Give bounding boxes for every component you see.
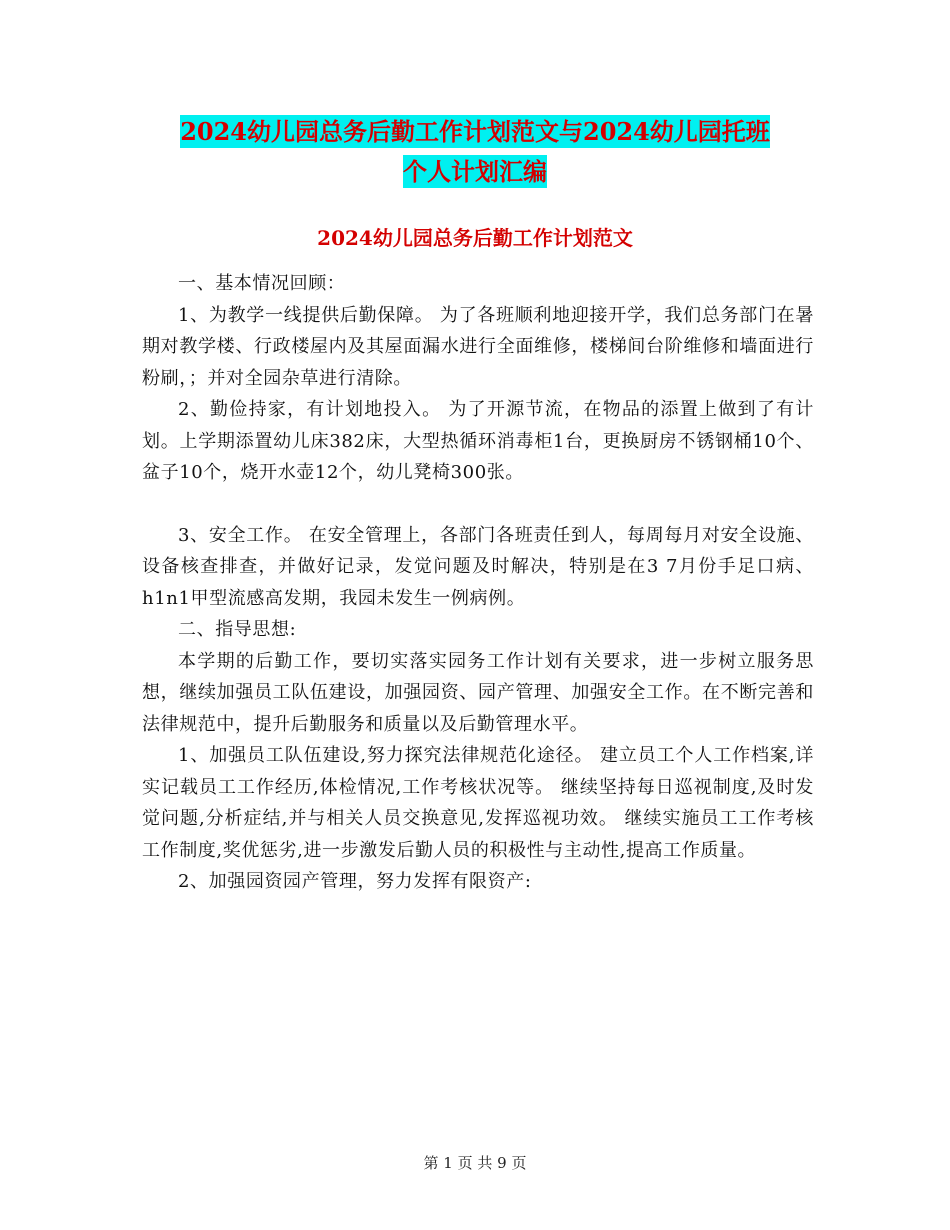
paragraph-staff-building: 1、加强员工队伍建设,努力探究法律规范化途径。 建立员工个人工作档案,详实记载员工工作经历,体检情况,工作考核状况等。 继续坚持每日巡视制度,及时发觉问题,分析症结,并与相关人员交换意见,发挥巡视功效。 继续实施员工工作考核工作制度,奖优惩劣,进一步激发后勤人员的积极性与主动性,提高工作质量。: [142, 745, 814, 861]
paragraph-safety: 3、安全工作。 在安全管理上，各部门各班责任到人，每周每月对安全设施、设备核查排查，并做好记录，发觉问题及时解决，特别是在3 7月份手足口病、h1n1甲型流感高发期，我园未发生一例病例。: [142, 524, 814, 609]
paragraph-guiding-thought: 本学期的后勤工作，要切实落实园务工作计划有关要求，进一步树立服务思想，继续加强员工队伍建设，加强园资、园产管理、加强安全工作。在不断完善和法律规范中，提升后勤服务和质量以及后勤管理水平。: [142, 650, 814, 735]
page-number-footer: 第 1 页 共 9 页: [423, 1154, 527, 1172]
document-title-line-1: 2024幼儿园总务后勤工作计划范文与2024幼儿园托班: [180, 117, 770, 146]
section-title: 2024幼儿园总务后勤工作计划范文: [317, 226, 633, 250]
paragraph-logistics-support: 1、为教学一线提供后勤保障。 为了各班顺利地迎接开学，我们总务部门在暑期对教学楼、行政楼屋内及其屋面漏水进行全面维修，楼梯间台阶维修和墙面进行粉刷，；并对全园杂草进行清除。: [142, 304, 814, 389]
paragraph-asset-management: 2、加强园资园产管理，努力发挥有限资产:: [178, 871, 532, 892]
document-body: [142, 268, 814, 898]
document-title-line-2: 个人计划汇编: [403, 157, 547, 186]
heading-guiding-thought: 二、指导思想:: [178, 619, 297, 640]
heading-basic-review: 一、基本情况回顾：: [178, 273, 346, 294]
paragraph-thrift: 2、勤俭持家，有计划地投入。 为了开源节流，在物品的添置上做到了有计划。上学期添置幼儿床382床，大型热循环消毒柜1台，更换厨房不锈钢桶10个、盆子10个，烧开水壶12个，幼儿凳椅300张。: [142, 399, 814, 483]
document-title: [100, 112, 850, 192]
